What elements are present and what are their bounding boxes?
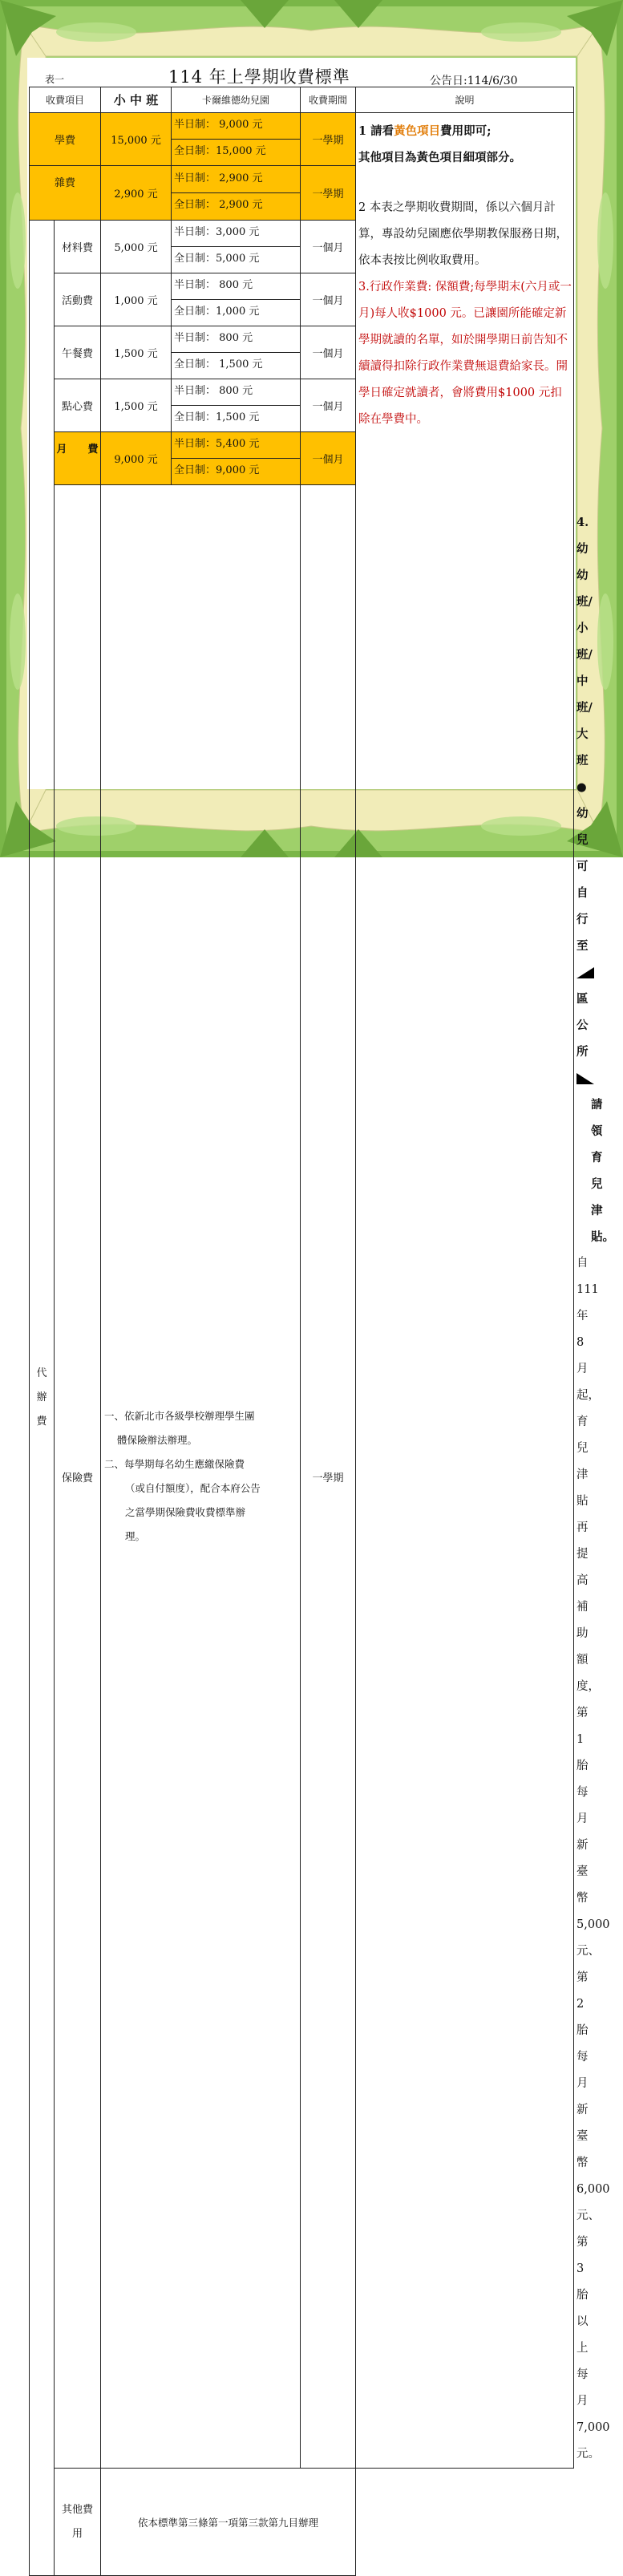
half-day-price: 半日制： 800 元: [172, 379, 300, 406]
triangle-left-icon: [576, 967, 594, 978]
notes-cell: [356, 113, 574, 2469]
half-day-price: 半日制： 800 元: [172, 326, 300, 353]
row-name-monthly: 月 費: [55, 432, 101, 485]
half-day-price: 半日制：5,400 元: [172, 432, 300, 459]
note-2: 2 本表之學期收費期間，係以六個月計算，專設幼兒園應依學期教保服務日期，依本表按比例收取費用。: [358, 201, 568, 267]
full-day-price: 全日制：9,000 元: [174, 464, 260, 476]
row-amount-snack: 1,500 元: [101, 379, 172, 432]
row-schedule-snack: [172, 379, 301, 432]
fee-table: [29, 87, 615, 2576]
triangle-right-icon: [576, 1073, 594, 1084]
row-period-activity: 一個月: [301, 273, 356, 326]
full-day-price: 全日制：1,000 元: [174, 306, 260, 318]
row-name-lunch: 午餐費: [55, 326, 101, 379]
row-period-misc: 一學期: [301, 166, 356, 221]
full-day-price: 全日制：5,000 元: [174, 253, 260, 265]
row-schedule-monthly: [172, 432, 301, 485]
row-period-tuition: 一學期: [301, 113, 356, 166]
row-schedule-materials: [172, 221, 301, 273]
insurance-description: 一、依新北市各級學校辦理學生團 體保險辦法辦理。 二、每學期每名幼生應繳保險費 （或自付額度），配合本府公告 之當學期保險費收費標準辦 理。: [101, 485, 301, 2469]
row-schedule-tuition: [172, 113, 301, 166]
row-amount-materials: 5,000 元: [101, 221, 172, 273]
header-period: 收費期間: [301, 87, 356, 113]
table-row: [30, 113, 574, 166]
header-school: 卡爾維德幼兒園: [172, 87, 301, 113]
row-period-snack: 一個月: [301, 379, 356, 432]
header-item: 收費項目: [30, 87, 101, 113]
announce-date: 公告日:114/6/30: [430, 75, 518, 87]
table-row: [30, 2469, 574, 2576]
row-amount-misc: 2,900 元: [101, 166, 172, 221]
row-name-snack: 點心費: [55, 379, 101, 432]
note-1: 1 請看黃色項目費用即可;: [358, 124, 492, 138]
page-title: 114 年上學期收費標準: [168, 67, 350, 87]
row-name-materials: 材料費: [55, 221, 101, 273]
row-amount-activity: 1,000 元: [101, 273, 172, 326]
half-day-price: 半日制： 9,000 元: [172, 113, 300, 140]
note-1-sub: 其他項目為黃色項目細項部分。: [358, 151, 522, 164]
row-period-materials: 一個月: [301, 221, 356, 273]
row-amount-monthly: 9,000 元: [101, 432, 172, 485]
header-class: 小 中 班: [101, 87, 172, 113]
row-amount-tuition: 15,000 元: [101, 113, 172, 166]
row-schedule-activity: [172, 273, 301, 326]
row-schedule-misc: [172, 166, 301, 221]
row-name-activity: 活動費: [55, 273, 101, 326]
row-period-monthly: 一個月: [301, 432, 356, 485]
note-3: 3.行政作業費: 保額費;每學期末(六月或一月)每人收$1000 元。已讓園所能確定新學期就讀的名單，如於開學期日前告知不續讀得扣除行政作業費無退費給家長。開學日確定就讀者，會將費用$1000 元扣除在學費中。: [358, 281, 572, 426]
other-description: 依本標準第三條第一項第三款第九目辦理: [101, 2469, 356, 2576]
row-period-insurance: 一學期: [301, 485, 356, 2469]
row-amount-lunch: 1,500 元: [101, 326, 172, 379]
row-name-other: 其他費 用: [55, 2469, 101, 2576]
header-notes: 說明: [356, 87, 574, 113]
full-day-price: 全日制：15,000 元: [174, 145, 266, 157]
agency-fee-label: 代 辦 費: [30, 221, 55, 2576]
row-name-insurance: 保險費: [55, 485, 101, 2469]
note-4-line2: 請領育兒津貼。: [591, 1098, 615, 1244]
table-header-row: [30, 87, 574, 113]
table-row: 保險費 一、依新北市各級學校辦理學生團 體保險辦法辦理。 二、每學期每名幼生應繳保險費 （或自付額度），配合本府公告 之當學期保險費收費標準辦 理。 一學期 ●幼兒可自行至區公所 請領育兒津貼。 自 111 年 8 月起，育兒津貼再提高補助額度， 第 1 胎每月新臺幣 5,000 元、 第 2 胎每月新臺幣 6,000 元、 第 3 胎以上每月 7,000 元。: [30, 485, 574, 2469]
full-day-price: 全日制：1,500 元: [174, 411, 260, 423]
half-day-price: 半日制： 2,900 元: [172, 167, 300, 193]
table-label: 表一: [45, 74, 65, 85]
row-name-tuition: 學費: [30, 113, 101, 166]
half-day-price: 半日制：3,000 元: [172, 221, 300, 247]
row-period-lunch: 一個月: [301, 326, 356, 379]
half-day-price: 半日制： 800 元: [172, 273, 300, 300]
row-schedule-lunch: [172, 326, 301, 379]
row-name-misc: 雜費: [30, 166, 101, 221]
full-day-price: 全日制： 2,900 元: [174, 199, 263, 211]
full-day-price: 全日制： 1,500 元: [174, 358, 263, 371]
